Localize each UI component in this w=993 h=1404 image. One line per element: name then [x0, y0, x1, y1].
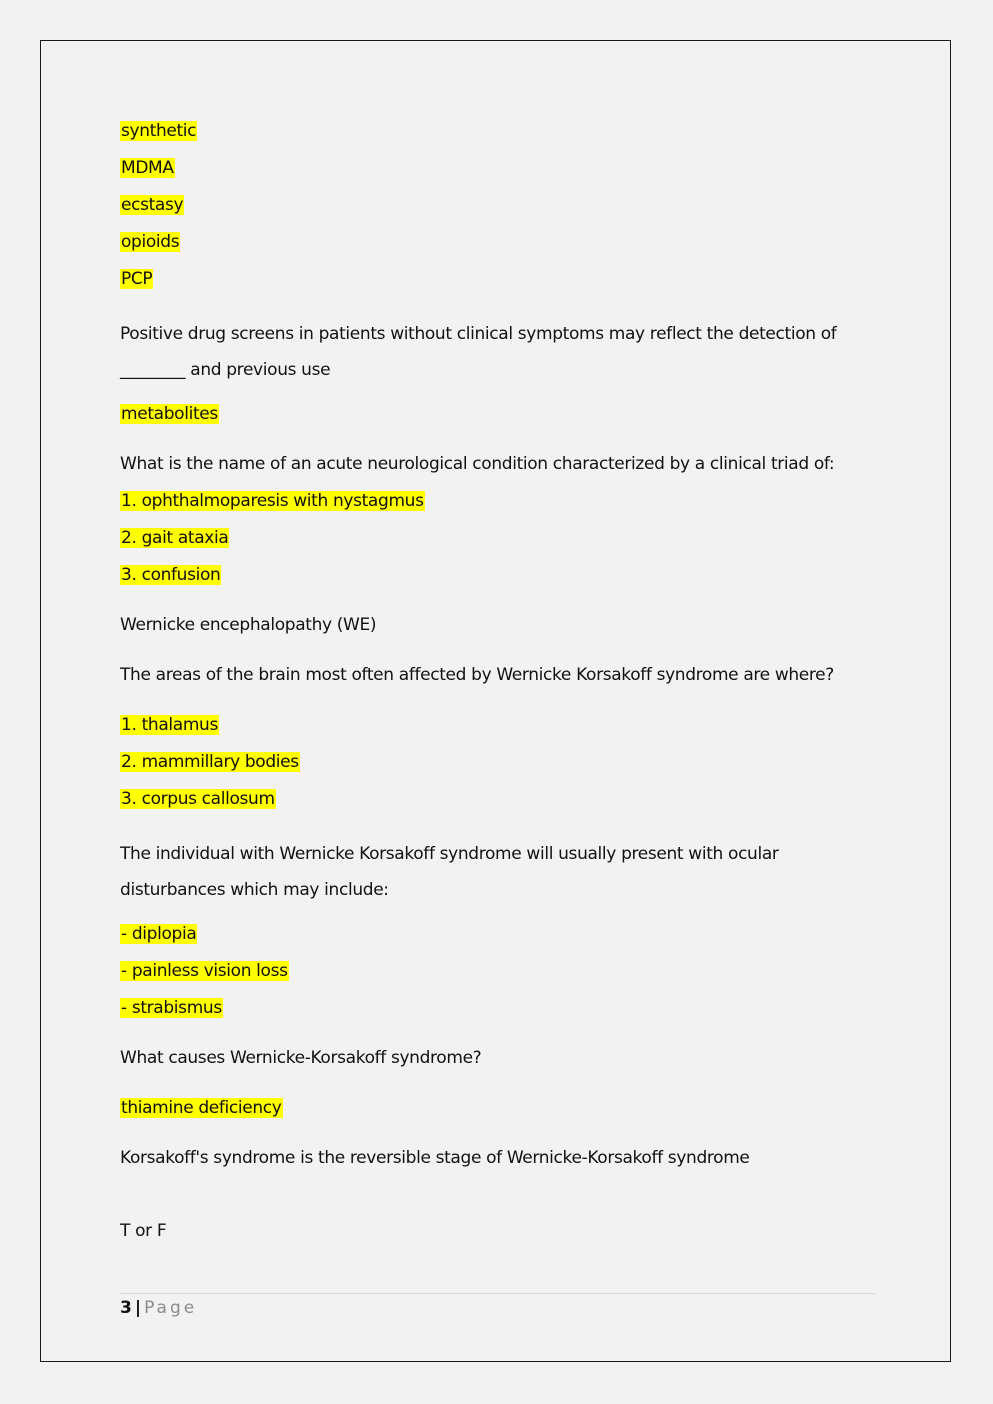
answer-causes: [120, 1095, 880, 1132]
highlighted-answer: 1. ophthalmoparesis with nystagmus: [121, 491, 424, 511]
question-triad: What is the name of an acute neurological condition characterized by a clinical triad of:: [120, 454, 835, 474]
list-item: [120, 155, 880, 192]
highlighted-answer: 2. mammillary bodies: [121, 752, 299, 772]
highlighted-answer: metabolites: [121, 404, 218, 424]
list-item: [120, 525, 880, 562]
list-item: [120, 562, 880, 599]
question-causes: What causes Wernicke-Korsakoff syndrome?: [120, 1048, 482, 1068]
list-item: [120, 786, 880, 823]
highlighted-answer: MDMA: [121, 158, 174, 178]
answer-metabolites: [120, 401, 880, 438]
question-ocular: The individual with Wernicke Korsakoff syndrome will usually present with ocular disturbances which may include:: [120, 844, 779, 900]
list-item: [120, 229, 880, 266]
highlighted-answer: synthetic: [121, 121, 197, 141]
highlighted-answer: ecstasy: [121, 195, 184, 215]
list-item: [120, 958, 880, 995]
list-item: [120, 118, 880, 155]
footer-separator: |: [134, 1298, 142, 1318]
list-item: [120, 488, 880, 525]
answer-triad: Wernicke encephalopathy (WE): [120, 615, 377, 635]
true-false-prompt: T or F: [120, 1221, 167, 1241]
question-korsakoff: Korsakoff's syndrome is the reversible stage of Wernicke-Korsakoff syndrome: [120, 1148, 750, 1168]
highlighted-answer: 3. confusion: [121, 565, 221, 585]
list-item: [120, 995, 880, 1032]
list-item: [120, 921, 880, 958]
highlighted-answer: 2. gait ataxia: [121, 528, 229, 548]
page-footer: [120, 1296, 197, 1320]
highlighted-answer: - painless vision loss: [121, 961, 288, 981]
page-label: Page: [144, 1298, 198, 1318]
highlighted-answer: - strabismus: [121, 998, 222, 1018]
page-number: 3: [120, 1298, 132, 1318]
highlighted-answer: opioids: [121, 232, 180, 252]
document-body: [120, 118, 880, 1255]
question-metabolites: Positive drug screens in patients without clinical symptoms may reflect the detection of ________ and previous use: [120, 324, 837, 380]
highlighted-answer: thiamine deficiency: [121, 1098, 282, 1118]
highlighted-answer: 1. thalamus: [121, 715, 218, 735]
highlighted-answer: - diplopia: [121, 924, 197, 944]
question-brain-areas: The areas of the brain most often affected by Wernicke Korsakoff syndrome are where?: [120, 665, 834, 685]
list-item: [120, 749, 880, 786]
footer-divider: [120, 1293, 875, 1294]
list-item: [120, 712, 880, 749]
highlighted-answer: 3. corpus callosum: [121, 789, 275, 809]
highlighted-answer: PCP: [121, 269, 153, 289]
list-item: [120, 266, 880, 303]
list-item: [120, 192, 880, 229]
